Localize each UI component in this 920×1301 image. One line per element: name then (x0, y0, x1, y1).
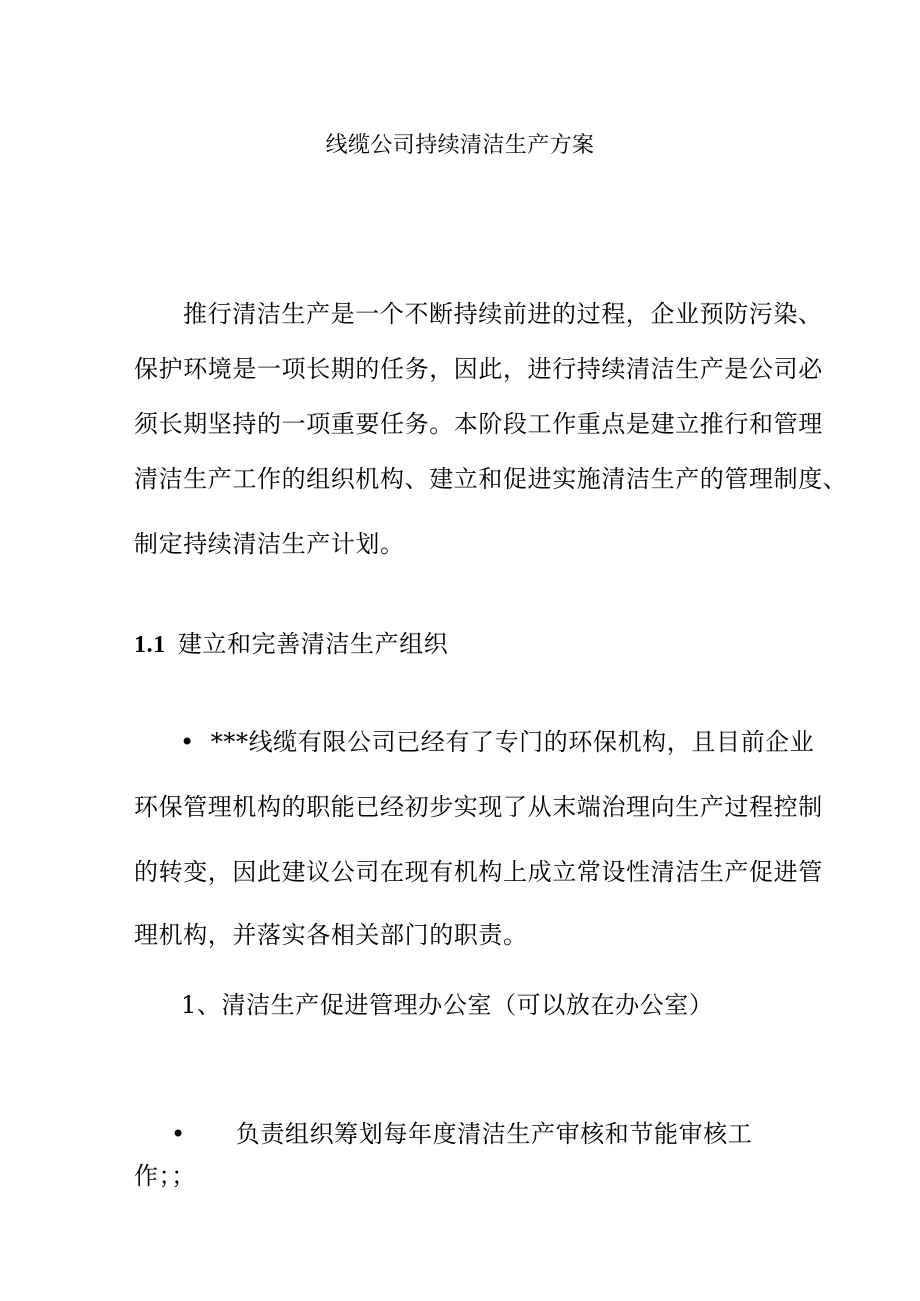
section-number: 1.1 (134, 632, 166, 658)
bullet-marker: • (171, 1120, 186, 1148)
bullet-1-line-4: 理机构，并落实各相关部门的职责。 (134, 921, 528, 949)
intro-line-4: 清洁生产工作的组织机构、建立和促进实施清洁生产的管理制度、 (134, 465, 848, 493)
section-title: 建立和完善清洁生产组织 (177, 630, 449, 658)
intro-line-5: 制定持续清洁生产计划。 (134, 530, 405, 558)
intro-line-2: 保护环境是一项长期的任务，因此，进行持续清洁生产是公司必 (134, 355, 823, 383)
bullet-1-line-2: 环保管理机构的职能已经初步实现了从末端治理向生产过程控制 (134, 793, 823, 821)
intro-line-1: 推行清洁生产是一个不断持续前进的过程，企业预防污染、 (183, 300, 823, 328)
bullet-paragraph-2 (171, 1119, 752, 1149)
bullet-1-line-1: ***线缆有限公司已经有了专门的环保机构，且目前企业 (210, 728, 815, 756)
bullet-paragraph-1 (180, 727, 814, 757)
bullet-2-line-2: 作；； (134, 1162, 196, 1190)
bullet-1-line-3: 的转变，因此建议公司在现有机构上成立常设性清洁生产促进管 (134, 858, 823, 886)
bullet-marker: • (180, 728, 195, 756)
intro-line-3: 须长期坚持的一项重要任务。本阶段工作重点是建立推行和管理 (134, 410, 823, 438)
item-1: 1、清洁生产促进管理办公室（可以放在办公室） (181, 991, 714, 1019)
bullet-2-line-1: 负责组织筹划每年度清洁生产审核和节能审核工 (235, 1120, 753, 1148)
document-title: 线缆公司持续清洁生产方案 (325, 133, 595, 158)
section-heading (134, 629, 448, 660)
